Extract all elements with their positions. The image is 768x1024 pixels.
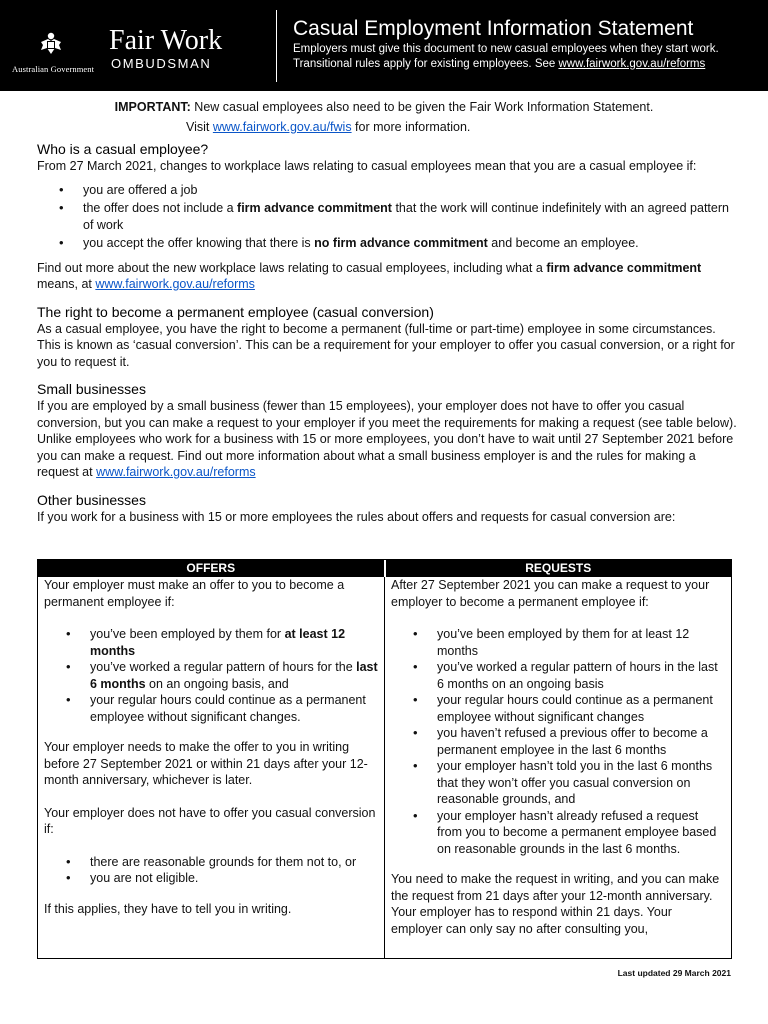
list-item: • you’ve been employed by them for at least 12 months	[437, 626, 725, 659]
document-title: Casual Employment Information Statement	[293, 17, 694, 40]
section2-text: As a casual employee, you have the right to become a permanent (full-time or part-time) employee in some circumstances. This is known as ‘casual conversion’. This can be a requirement for your employer to offer you casual conversion, or a right for you to request it.	[37, 321, 735, 369]
offers-header: OFFERS	[186, 561, 236, 575]
requests-column	[385, 577, 731, 958]
important-notice	[0, 99, 768, 116]
heading-other-businesses: Other businesses	[37, 491, 146, 508]
brand-subtitle: OMBUDSMAN	[111, 56, 212, 71]
subtitle-prefix: Transitional rules apply for existing employees. See	[293, 58, 559, 70]
list-item: • you’ve worked a regular pattern of hours for the last 6 months on an ongoing basis, and	[90, 659, 378, 692]
heading-casual-conversion: The right to become a permanent employee (casual conversion)	[37, 303, 434, 320]
requests-intro: After 27 September 2021 you can make a request to your employer to become a permanent employee if:	[391, 578, 710, 609]
list-item: • you’ve worked a regular pattern of hours in the last 6 months on an ongoing basis	[437, 659, 725, 692]
offers-intro: Your employer must make an offer to you to become a permanent employee if:	[44, 578, 345, 609]
list-item: • the offer does not include a firm advance commitment that the work will continue indefinitely with an agreed pattern of work	[83, 200, 737, 233]
list-item: • you’ve been employed by them for at least 12 months	[90, 626, 378, 659]
conversion-table	[37, 559, 732, 959]
visit-text: Visit	[186, 120, 213, 134]
section4-text: If you work for a business with 15 or more employees the rules about offers and requests for casual conversion are:	[37, 509, 676, 524]
important-visit	[186, 119, 470, 136]
important-label: IMPORTANT:	[114, 100, 191, 114]
requests-header: REQUESTS	[525, 561, 592, 575]
table-header	[38, 560, 731, 577]
heading-small-businesses: Small businesses	[37, 381, 146, 397]
fwis-link[interactable]: www.fairwork.gov.au/fwis	[212, 120, 352, 134]
visit-after: for more information.	[351, 120, 471, 134]
last-updated: Last updated 29 March 2021	[617, 968, 731, 978]
offers-writing: Your employer needs to make the offer to you in writing before 27 September 2021 or within 21 days after your 12-month anniversary, whichever is later.	[44, 740, 368, 787]
reforms-link-header[interactable]: www.fairwork.gov.au/reforms	[558, 58, 706, 70]
header-divider	[276, 10, 277, 82]
offers-column	[38, 577, 385, 958]
section1-more: Find out more about the new workplace laws relating to casual employees, including what a firm advance commitment means, at www.fairwork.gov.au/reforms	[37, 260, 702, 291]
reforms-link-2[interactable]: www.fairwork.gov.au/reforms	[96, 465, 256, 479]
reforms-link-1[interactable]: www.fairwork.gov.au/reforms	[95, 277, 255, 291]
list-item: • your employer hasn’t told you in the last 6 months that they won’t offer you casual conversion on reasonable grounds, and	[437, 758, 725, 808]
offers-not-required: Your employer does not have to offer you casual conversion if:	[44, 805, 376, 836]
requests-list	[391, 626, 725, 857]
list-item: • your regular hours could continue as a permanent employee without significant changes.	[90, 692, 378, 725]
not-required-list	[44, 854, 378, 887]
table-body	[38, 577, 731, 958]
requests-writing: You need to make the request in writing, and you can make the request from 21 days after your 12-month anniversary. Your employer has to respond within 21 days. Your employer can only say no after consulting you,	[391, 872, 720, 936]
list-item: • you haven’t refused a previous offer to become a permanent employee in the last 6 months	[437, 725, 725, 758]
gov-label: Australian Government	[12, 64, 95, 74]
list-item: • you are offered a job	[83, 182, 737, 199]
list-item: • there are reasonable grounds for them not to, or	[90, 854, 378, 871]
coat-of-arms-icon	[38, 30, 64, 56]
list-item: • you accept the offer knowing that there is no firm advance commitment and become an employee.	[83, 235, 737, 252]
document-subtitle-2	[293, 57, 705, 72]
heading-who-is-casual: Who is a casual employee?	[37, 141, 209, 157]
casual-criteria-list	[37, 182, 737, 252]
brand-title: Fair Work	[109, 25, 223, 56]
list-item: • your employer hasn’t already refused a request from you to become a permanent employee based on reasonable grounds in the last 6 months.	[437, 808, 725, 858]
offers-list	[44, 626, 378, 725]
header-banner	[0, 0, 768, 91]
section1-intro: From 27 March 2021, changes to workplace laws relating to casual employees mean that you are a casual employee if:	[37, 159, 697, 173]
section3-text: If you are employed by a small business (fewer than 15 employees), your employer does not have to offer you casual conversion, but you can make a request to your employer if you meet the requirements for making a request (see table below). Unlike employees who work for a business with 15 or more employees, you don’t have to wait until 27 September 2021 before you can make a request. Find out more information about what a small business employer is and the rules for making a request at www.fairwork.gov.au/reforms	[37, 399, 737, 479]
important-text: New casual employees also need to be given the Fair Work Information Statement.	[190, 100, 654, 114]
document-subtitle-1: Employers must give this document to new casual employees when they start work.	[293, 43, 719, 55]
list-item: • your regular hours could continue as a permanent employee without significant changes	[437, 692, 725, 725]
list-item: • you are not eligible.	[90, 870, 378, 887]
main-content	[37, 140, 737, 525]
offers-applies: If this applies, they have to tell you in writing.	[44, 901, 292, 916]
